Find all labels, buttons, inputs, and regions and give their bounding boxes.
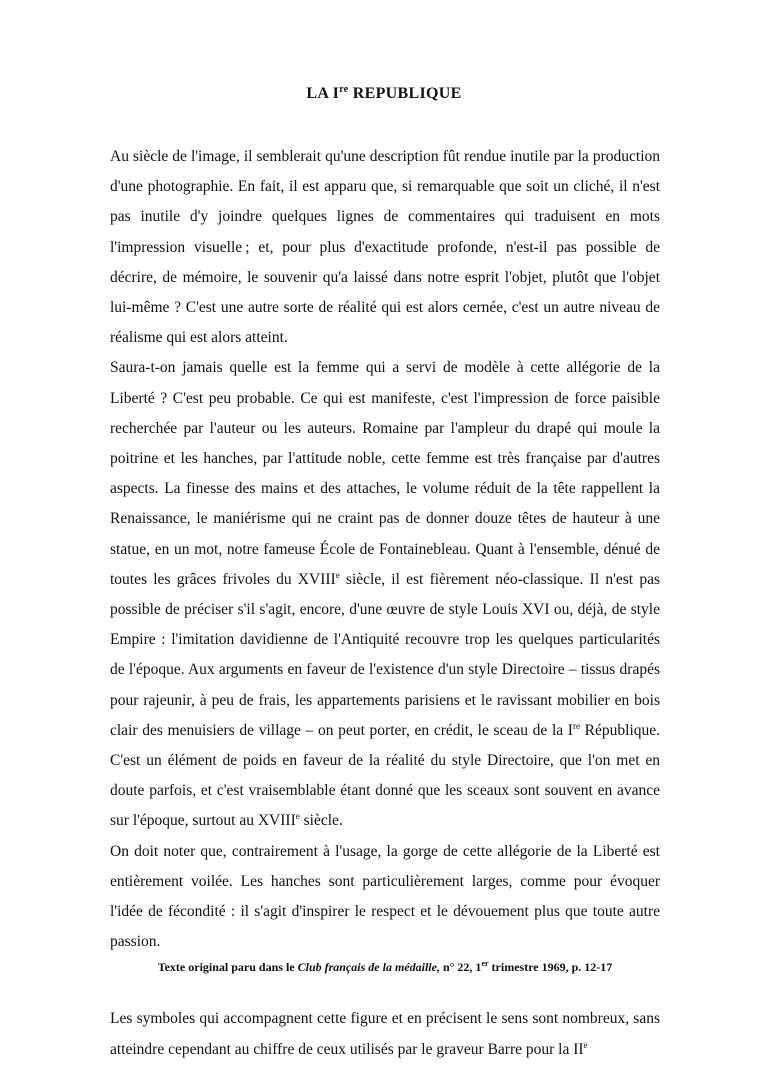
source-suffix: trimestre 1969, p. 12-17 (488, 960, 613, 975)
paragraph-intro: Au siècle de l'image, il semblerait qu'une description fût rendue inutile par la production d'une photographie. En fait, il est apparu que, si remarquable que soit un cliché, il n'est pas inutile d'y joindre quelques lignes de commentaires qui traduisent en mots l'impression visuelle ; et, pour plus d'exactitude profonde, n'est-il pas possible de décrire, de mémoire, le souvenir qu'a laissé dans notre esprit l'objet, plutôt que l'objet lui-même ? C'est une autre sorte de réalité qui est alors cernée, c'est un autre niveau de réalisme qui est alors atteint. (110, 148, 660, 347)
source-citation (110, 957, 660, 977)
paragraph-gorge: On doit noter que, contrairement à l'usage, la gorge de cette allégorie de la Liberté est entièrement voilée. Les hanches sont particulièrement larges, comme pour évoquer l'idée de fécondité : il s'agit d'inspirer le respect et le dévouement plus que toute autre passion. (110, 842, 660, 951)
superscript-e-3: e (583, 1039, 588, 1050)
source-middle: n° 22, 1 (439, 960, 482, 975)
superscript-e-1: e (335, 569, 340, 580)
source-journal: Club français de la médaille, (297, 960, 440, 975)
paragraph-liberte-part-3: République. C'est un élément de poids en faveur de la réalité du style Directoire, que l'on met en doute parfois, et c'est vraisemblable étant donné que les sceaux sont souvent en avance sur l'époque, surtout au XVIII (110, 721, 661, 830)
paragraph-symboles (110, 1004, 660, 1064)
page-title (0, 84, 768, 103)
document-body (110, 142, 660, 1065)
paragraph-liberte (110, 353, 660, 836)
paragraph-liberte-part-4: siècle. (299, 812, 343, 830)
title-suffix: REPUBLIQUE (348, 85, 462, 102)
source-superscript: er (481, 959, 489, 969)
title-superscript: re (339, 84, 349, 95)
paragraph-liberte-part-2: siècle, il est fièrement néo-classique. Il n'est pas possible de préciser s'il s'agit, encore, d'une œuvre de style Louis XVI ou, déjà, de style Empire : l'imitation davidienne de l'Antiquité recouvre trop les quelques particularités de l'époque. Aux arguments en faveur de l'existence d'un style Directoire – tissus drapés pour rajeunir, à peu de frais, les appartements parisiens et le ravissant mobilier en bois clair des menuisiers de village – on peut porter, en crédit, le sceau de la I (110, 570, 660, 739)
superscript-re: re (572, 720, 580, 731)
paragraph-liberte-part-1: Saura-t-on jamais quelle est la femme qui a servi de modèle à cette allégorie de la Liberté ? C'est peu probable. Ce qui est manifeste, c'est l'impression de force paisible recherchée par l'auteur ou les auteurs. Romaine par l'ampleur du drapé qui moule la poitrine et les hanches, par l'attitude noble, cette femme est très française par d'autres aspects. La finesse des mains et des attaches, le volume réduit de la tête rappellent la Renaissance, le maniérisme qui ne craint pas de donner douze têtes de hauteur à une statue, en un mot, notre fameuse École de Fontainebleau. Quant à l'ensemble, dénué de toutes les grâces frivoles du XVIII (110, 359, 660, 588)
title-prefix: LA I (306, 85, 340, 102)
source-prefix: Texte original paru dans le (157, 960, 298, 975)
paragraph-symboles-text: Les symboles qui accompagnent cette figure et en précisent le sens sont nombreux, sans atteindre cependant au chiffre de ceux utilisés par le graveur Barre pour la II (110, 1010, 660, 1058)
superscript-e-2: e (295, 811, 300, 822)
